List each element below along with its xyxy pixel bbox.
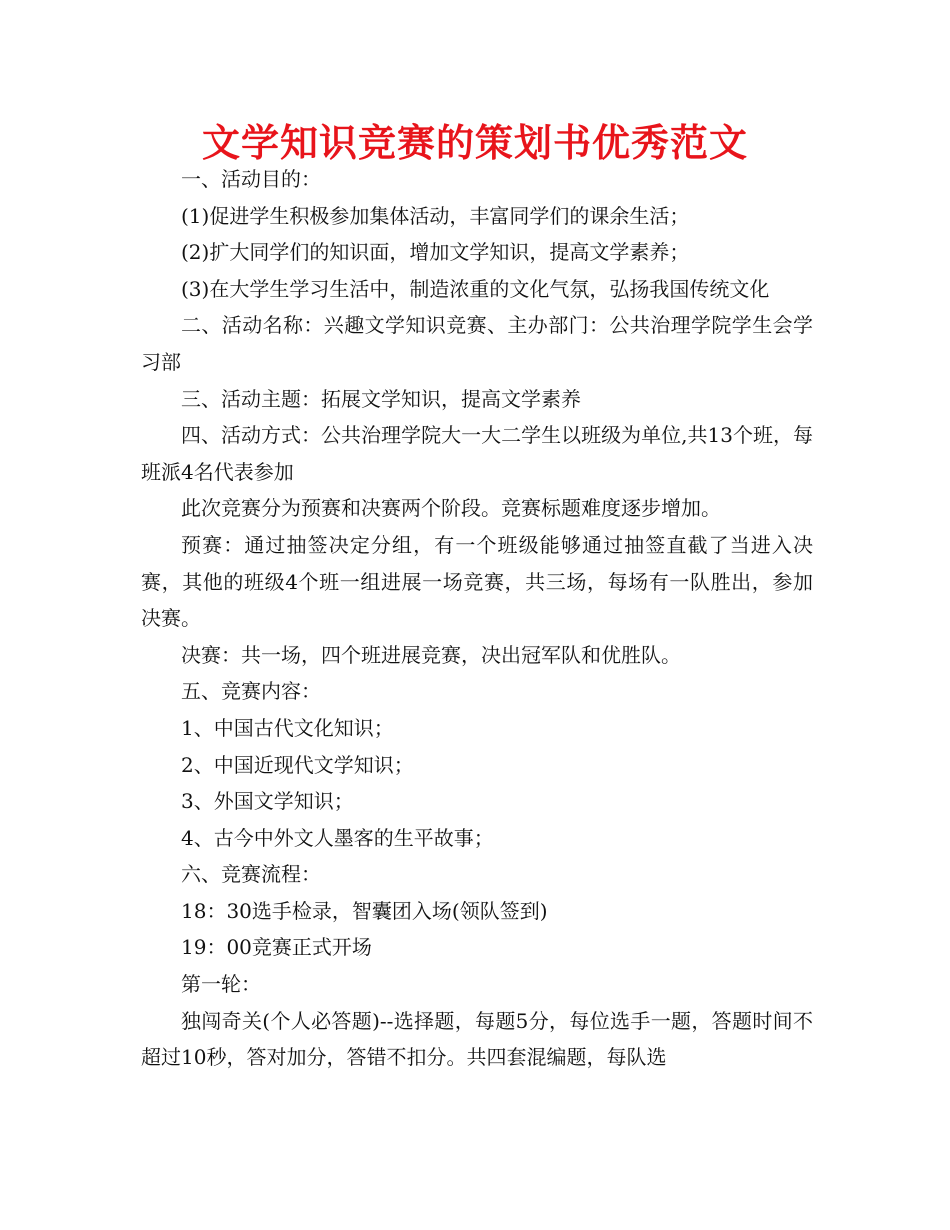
preliminary-paragraph: 预赛：通过抽签决定分组，有一个班级能够通过抽签直截了当进入决赛，其他的班级4个班一组进展一场竞赛，共三场，每场有一队胜出，参加决赛。 [141,532,813,631]
purpose-item-1: (1)促进学生积极参加集体活动，丰富同学们的课余生活； [181,203,690,228]
section-heading-content: 五、竞赛内容： [181,679,321,704]
document-title: 文学知识竞赛的策划书优秀范文 [201,121,748,165]
round-one-heading: 第一轮： [181,972,261,997]
content-item-1: 1、中国古代文化知识； [181,715,394,740]
section-heading-purpose: 一、活动目的： [181,167,321,191]
purpose-item-3: (3)在大学生学习生活中，制造浓重的文化气氛，弘扬我国传统文化 [181,276,770,301]
section-heading-process: 六、竞赛流程： [181,862,321,887]
document-body [141,161,813,1076]
section-activity-format: 四、活动方式：公共治理学院大一大二学生以班级为单位,共13个班，每班派4名代表参加 [141,423,813,484]
purpose-item-2: (2)扩大同学们的知识面，增加文学知识，提高文学素养； [181,240,690,265]
content-item-2: 2、中国近现代文学知识； [181,752,414,777]
round-one-description: 独闯奇关(个人必答题)--选择题，每题5分，每位选手一题，答题时间不超过10秒，答对加分，答错不扣分。共四套混编题，每队选 [141,1008,813,1070]
section-activity-theme: 三、活动主题：拓展文学知识，提高文学素养 [181,386,581,411]
process-item-checkin: 18：30选手检录，智囊团入场(领队签到) [181,898,548,923]
content-item-4: 4、古今中外文人墨客的生平故事； [181,825,494,850]
final-paragraph: 决赛：共一场，四个班进展竞赛，决出冠军队和优胜队。 [181,642,681,667]
content-item-3: 3、外国文学知识； [181,789,354,814]
process-item-start: 19：00竞赛正式开场 [181,935,372,960]
stages-paragraph: 此次竞赛分为预赛和决赛两个阶段。竞赛标题难度逐步增加。 [181,496,721,521]
section-activity-name: 二、活动名称：兴趣文学知识竞赛、主办部门：公共治理学院学生会学习部 [141,313,813,374]
